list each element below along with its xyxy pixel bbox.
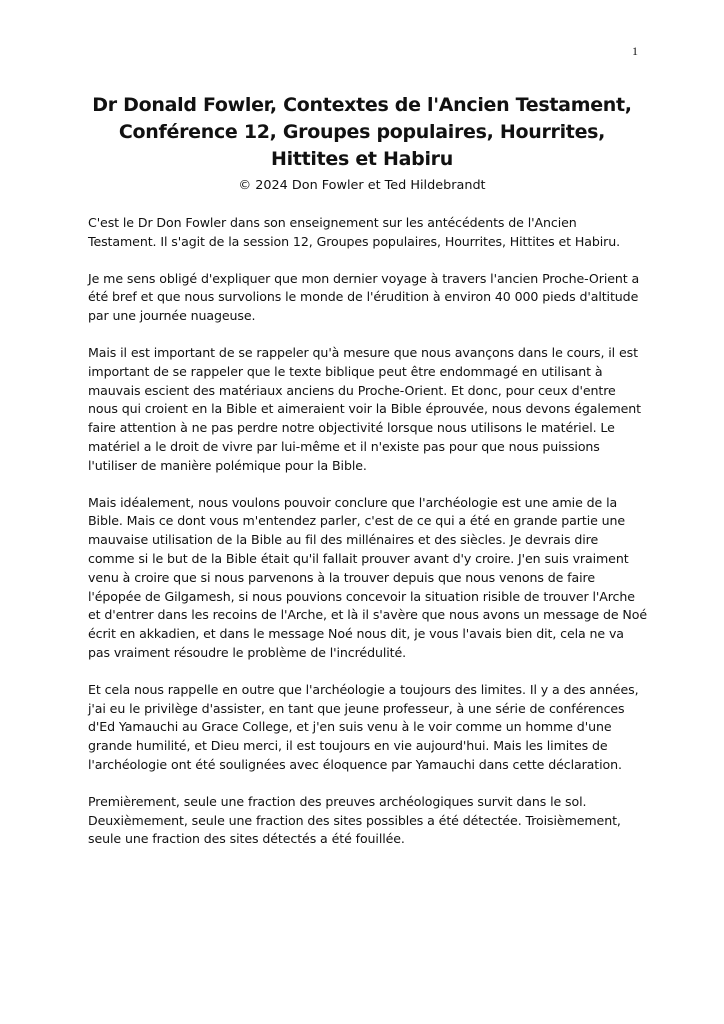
document-title: Dr Donald Fowler, Contextes de l'Ancien Testament, Conférence 12, Groupes populaires, Hourrites, Hittites et Habiru: [92, 94, 632, 170]
document-body: [88, 214, 648, 867]
paragraph-6: Premièrement, seule une fraction des preuves archéologiques survit dans le sol. Deuxièmement, seule une fraction des sites possibles a été détectée. Troisièmement, seule une fraction des sites détectés a été fouillée.: [88, 793, 621, 847]
copyright-line: © 2024 Don Fowler et Ted Hildebrandt: [238, 178, 486, 193]
paragraph-1: C'est le Dr Don Fowler dans son enseignement sur les antécédents de l'Ancien Testament. Il s'agit de la session 12, Groupes populaires, Hourrites, Hittites et Habiru.: [88, 215, 620, 249]
paragraph-5: Et cela nous rappelle en outre que l'archéologie a toujours des limites. Il y a des années, j'ai eu le privilège d'assister, en tant que jeune professeur, à une série de conférences d'Ed Yamauchi au Grace College, et j'en suis venu à le voir comme un homme d'une grande humilité, et Dieu merci, il est toujours en vie aujourd'hui. Mais les limites de l'archéologie ont été soulignées avec éloquence par Yamauchi dans cette déclaration.: [88, 681, 639, 772]
paragraph-2: Je me sens obligé d'expliquer que mon dernier voyage à travers l'ancien Proche-Orient a été bref et que nous survolions le monde de l'érudition à environ 40 000 pieds d'altitude par une journée nuageuse.: [88, 270, 640, 324]
paragraph-3: Mais il est important de se rappeler qu'à mesure que nous avançons dans le cours, il est important de se rappeler que le texte biblique peut être endommagé en utilisant à mauvais escient des matériaux anciens du Proche-Orient. Et donc, pour ceux d'entre nous qui croient en la Bible et aimeraient voir la Bible éprouvée, nous devons également faire attention à ne pas perdre notre objectivité lorsque nous utilisons le matériel. Le matériel a le droit de vivre par lui-même et il n'existe pas pour que nous puissions l'utiliser de manière polémique pour la Bible.: [88, 344, 641, 473]
paragraph-4: Mais idéalement, nous voulons pouvoir conclure que l'archéologie est une amie de la Bible. Mais ce dont vous m'entendez parler, c'est de ce qui a été en grande partie une mauvaise utilisation de la Bible au fil des millénaires et des siècles. Je devrais dire comme si le but de la Bible était qu'il fallait prouver avant d'y croire. J'en suis vraiment venu à croire que si nous parvenons à la trouver depuis que nous venons de faire l'épopée de Gilgamesh, si nous pouvions concevoir la situation risible de trouver l'Arche et d'entrer dans les recoins de l'Arche, et là il s'avère que nous avons un message de Noé écrit en akkadien, et dans le message Noé nous dit, je vous l'avais bien dit, cela ne va pas vraiment résoudre le problème de l'incrédulité.: [88, 494, 647, 660]
page-number: 1: [632, 44, 638, 58]
